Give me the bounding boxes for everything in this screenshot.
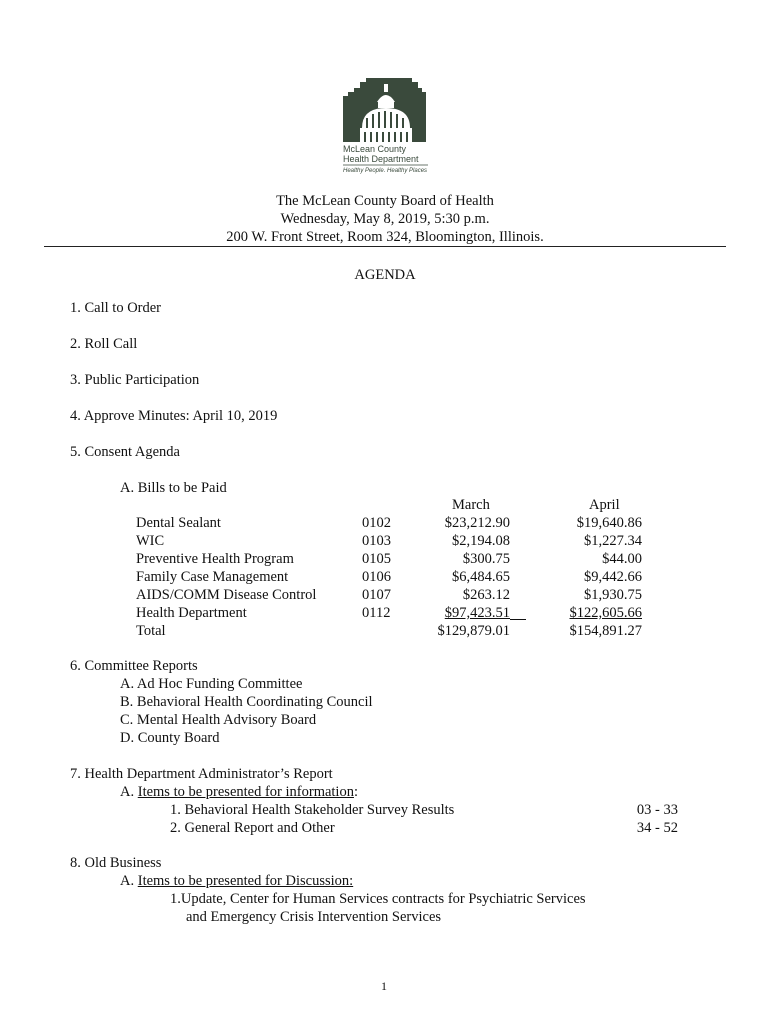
col-april: April bbox=[589, 497, 620, 513]
agenda-title: AGENDA bbox=[354, 267, 416, 283]
admin-report-heading: 7. Health Department Administrator’s Report bbox=[70, 766, 333, 782]
logo-org-line2: Health Department bbox=[343, 154, 419, 164]
row-march: $263.12 bbox=[462, 587, 510, 603]
row-name: Family Case Management bbox=[136, 569, 289, 585]
item-consent-agenda: 5. Consent Agenda bbox=[70, 444, 180, 460]
old-business-item-line2: and Emergency Crisis Intervention Services bbox=[186, 909, 442, 925]
subheading-suffix: : bbox=[353, 784, 358, 800]
logo-org-line1: McLean County bbox=[343, 144, 407, 154]
row-name: AIDS/COMM Disease Control bbox=[136, 587, 317, 603]
row-march: $2,194.08 bbox=[452, 533, 510, 549]
old-business-subheading bbox=[120, 873, 353, 890]
committee-item: C. Mental Health Advisory Board bbox=[120, 712, 317, 728]
committee-item: D. County Board bbox=[120, 730, 220, 746]
old-business-heading: 8. Old Business bbox=[70, 855, 162, 871]
meeting-location: 200 W. Front Street, Room 324, Bloomington, Illinois. bbox=[226, 229, 544, 245]
row-april: $19,640.86 bbox=[576, 515, 642, 531]
row-name: Health Department bbox=[136, 605, 247, 621]
committee-heading: 6. Committee Reports bbox=[70, 658, 198, 674]
bills-heading: A. Bills to be Paid bbox=[120, 480, 227, 496]
col-march: March bbox=[452, 497, 490, 513]
total-april: $154,891.27 bbox=[569, 623, 642, 639]
admin-item-general-pages: 34 - 52 bbox=[636, 820, 678, 836]
item-roll-call: 2. Roll Call bbox=[70, 336, 138, 352]
subheading-label: Items to be presented for information bbox=[137, 784, 354, 800]
row-code: 0105 bbox=[362, 551, 391, 567]
subheading-label: Items to be presented for Discussion: bbox=[137, 873, 354, 889]
row-march: $300.75 bbox=[462, 551, 510, 567]
logo-tagline: Healthy People. Healthy Places bbox=[343, 168, 428, 174]
row-april: $44.00 bbox=[602, 551, 642, 567]
page-number: 1 bbox=[381, 979, 387, 993]
item-approve-minutes: 4. Approve Minutes: April 10, 2019 bbox=[70, 408, 278, 424]
header-divider bbox=[44, 246, 726, 247]
health-department-logo bbox=[336, 78, 436, 178]
admin-item-general: 2. General Report and Other bbox=[170, 820, 335, 836]
row-march: $23,212.90 bbox=[444, 515, 510, 531]
total-march: $129,879.01 bbox=[437, 623, 510, 639]
admin-item-survey: 1. Behavioral Health Stakeholder Survey Results bbox=[170, 802, 455, 818]
row-april: $1,227.34 bbox=[584, 533, 642, 549]
item-call-to-order: 1. Call to Order bbox=[70, 300, 162, 316]
admin-item-survey-pages: 03 - 33 bbox=[636, 802, 678, 818]
capitol-dome-icon bbox=[336, 78, 436, 178]
row-code: 0107 bbox=[362, 587, 391, 603]
committee-item: B. Behavioral Health Coordinating Council bbox=[120, 694, 373, 710]
committee-item: A. Ad Hoc Funding Committee bbox=[120, 676, 303, 692]
row-code: 0103 bbox=[362, 533, 391, 549]
board-title: The McLean County Board of Health bbox=[276, 193, 494, 209]
row-name: Preventive Health Program bbox=[136, 551, 294, 567]
row-code: 0106 bbox=[362, 569, 391, 585]
row-name: WIC bbox=[136, 533, 165, 549]
underline-extension bbox=[510, 605, 526, 620]
row-code: 0112 bbox=[362, 605, 391, 621]
row-march: $6,484.65 bbox=[452, 569, 510, 585]
row-name: Dental Sealant bbox=[136, 515, 221, 531]
meeting-date: Wednesday, May 8, 2019, 5:30 p.m. bbox=[280, 211, 490, 227]
total-label: Total bbox=[136, 623, 166, 639]
admin-report-subheading bbox=[120, 784, 358, 801]
row-april: $9,442.66 bbox=[584, 569, 642, 585]
item-public-participation: 3. Public Participation bbox=[70, 372, 200, 388]
old-business-item-line1: 1.Update, Center for Human Services contracts for Psychiatric Services bbox=[170, 891, 586, 907]
row-code: 0102 bbox=[362, 515, 391, 531]
row-april: $122,605.66 bbox=[569, 605, 642, 621]
row-march: $97,423.51 bbox=[444, 605, 510, 621]
subheading-prefix: A. bbox=[120, 873, 138, 889]
row-april: $1,930.75 bbox=[584, 587, 642, 603]
subheading-prefix: A. bbox=[120, 784, 138, 800]
